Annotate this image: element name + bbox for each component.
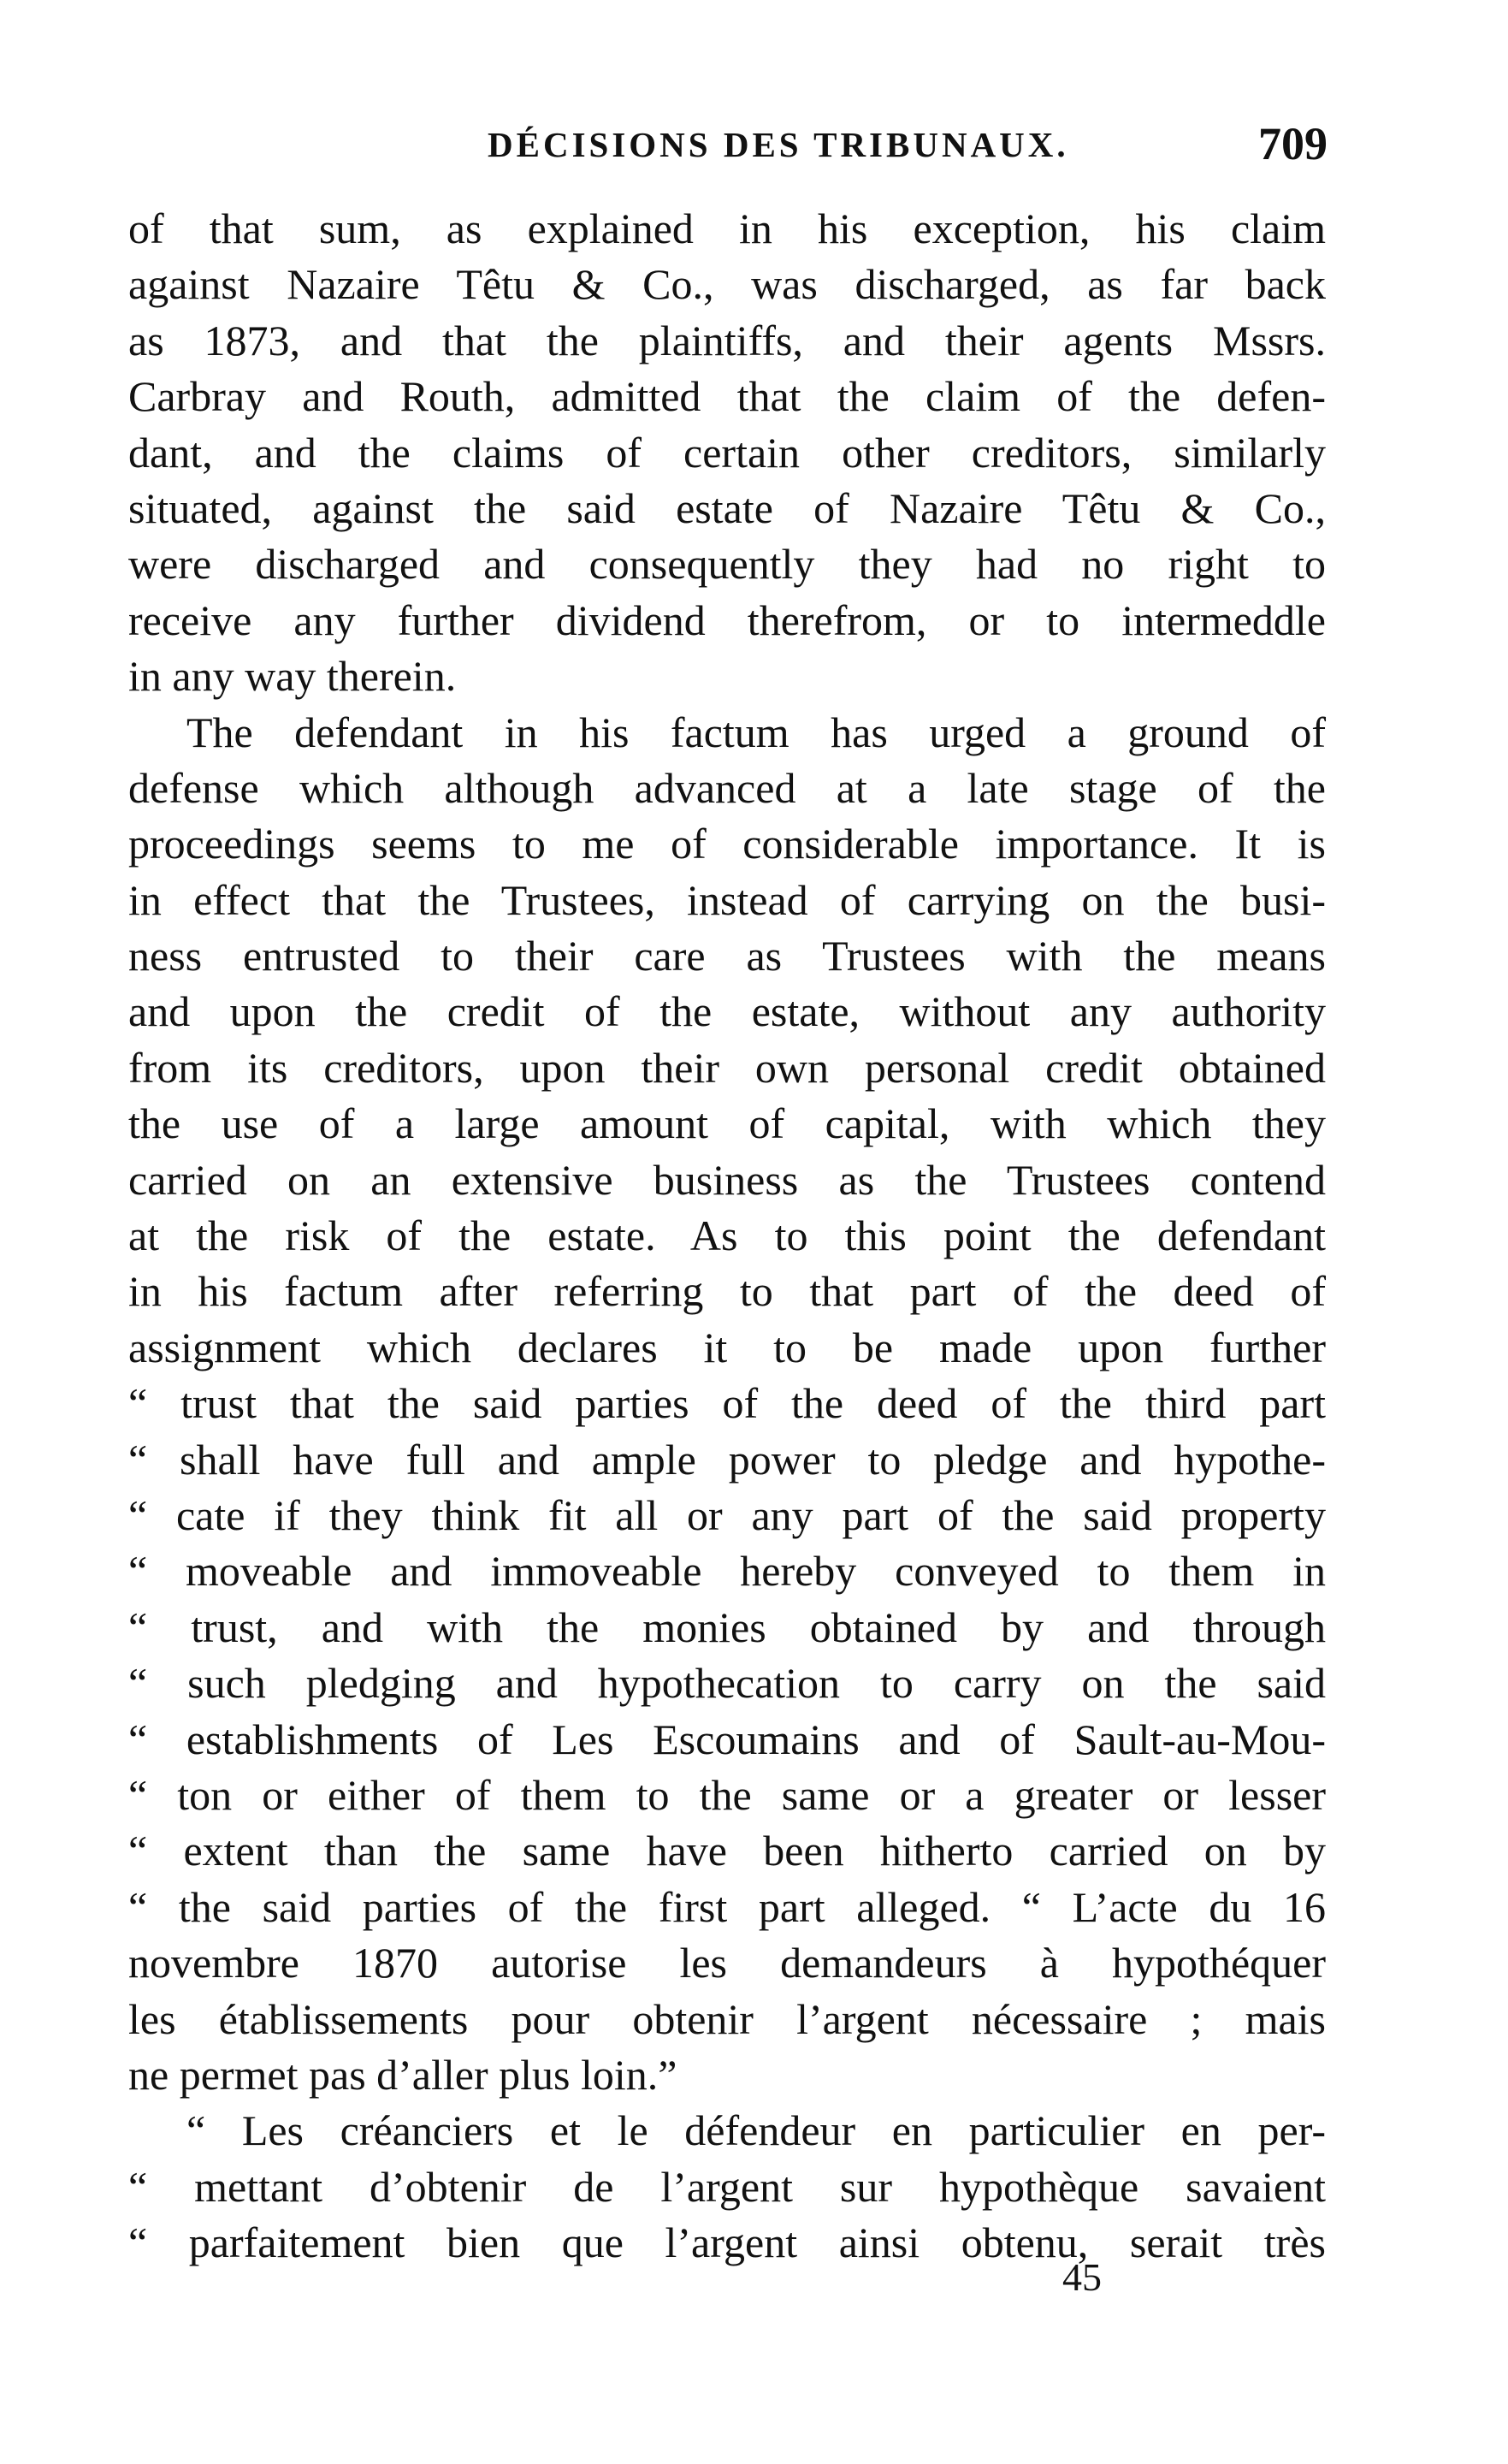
text-line: of that sum, as explained in his exception, his claim [128, 204, 1326, 252]
page-header [128, 116, 1326, 184]
page-number: 709 [1258, 118, 1328, 169]
text-line: “ cate if they think fit all or any part of the said property [128, 1490, 1326, 1539]
text-line: “ establishments of Les Escoumains and of Sault-au-Mou- [128, 1715, 1326, 1763]
text-line: situated, against the said estate of Nazaire Têtu & Co., [128, 483, 1326, 532]
text-line: defense which although advanced at a late stage of the [128, 763, 1326, 812]
text-line: “ shall have full and ample power to pledge and hypothe- [128, 1435, 1326, 1484]
text-line: novembre 1870 autorise les demandeurs à hypothéquer [128, 1939, 1326, 1987]
text-line: at the risk of the estate. As to this point the defendant [128, 1211, 1326, 1260]
text-line: in any way therein. [128, 652, 457, 701]
text-line: receive any further dividend therefrom, or to intermeddle [128, 595, 1326, 644]
text-line: “ parfaitement bien que l’argent ainsi obtenu, serait très [128, 2218, 1326, 2267]
text-line: proceedings seems to me of considerable importance. It is [128, 820, 1326, 868]
text-line: were discharged and consequently they had no right to [128, 540, 1326, 589]
text-line: “ mettant d’obtenir de l’argent sur hypothèque savaient [128, 2162, 1326, 2211]
text-line: “ such pledging and hypothecation to carry on the said [128, 1659, 1326, 1708]
text-line: “ ton or either of them to the same or a greater or lesser [128, 1770, 1326, 1819]
text-line: “ trust, and with the monies obtained by and through [128, 1602, 1326, 1651]
text-line: “ extent than the same have been hitherto carried on by [128, 1827, 1326, 1875]
text-line: assignment which declares it to be made upon further [128, 1323, 1326, 1371]
text-line: The defendant in his factum has urged a ground of [186, 708, 1326, 756]
text-line: in his factum after referring to that part of the deed of [128, 1267, 1326, 1316]
running-title: DÉCISIONS DES TRIBUNAUX. [488, 125, 1069, 164]
text-line: carried on an extensive business as the Trustees contend [128, 1155, 1326, 1204]
text-line: the use of a large amount of capital, with which they [128, 1099, 1326, 1148]
body-text [128, 201, 1326, 2271]
text-line: ness entrusted to their care as Trustees with the means [128, 932, 1326, 980]
text-line: ne permet pas d’aller plus loin.” [128, 2050, 677, 2099]
text-line: and upon the credit of the estate, without any authority [128, 987, 1326, 1036]
text-line: les établissements pour obtenir l’argent nécessaire ; mais [128, 1994, 1326, 2043]
text-line: in effect that the Trustees, instead of carrying on the busi- [128, 875, 1326, 924]
text-line: against Nazaire Têtu & Co., was discharged, as far back [128, 260, 1326, 309]
signature-mark: 45 [1062, 2255, 1102, 2299]
text-line: as 1873, and that the plaintiffs, and their agents Mssrs. [128, 316, 1326, 364]
text-line: dant, and the claims of certain other creditors, similarly [128, 428, 1326, 477]
text-line: from its creditors, upon their own personal credit obtained [128, 1043, 1326, 1092]
text-line: “ trust that the said parties of the deed of the third part [128, 1379, 1326, 1428]
text-line: “ Les créanciers et le défendeur en particulier en per- [186, 2106, 1326, 2155]
text-line: Carbray and Routh, admitted that the claim of the defen- [128, 372, 1326, 421]
text-line: “ moveable and immoveable hereby conveyed to them in [128, 1547, 1326, 1596]
text-line: “ the said parties of the first part alleged. “ L’acte du 16 [128, 1882, 1326, 1931]
